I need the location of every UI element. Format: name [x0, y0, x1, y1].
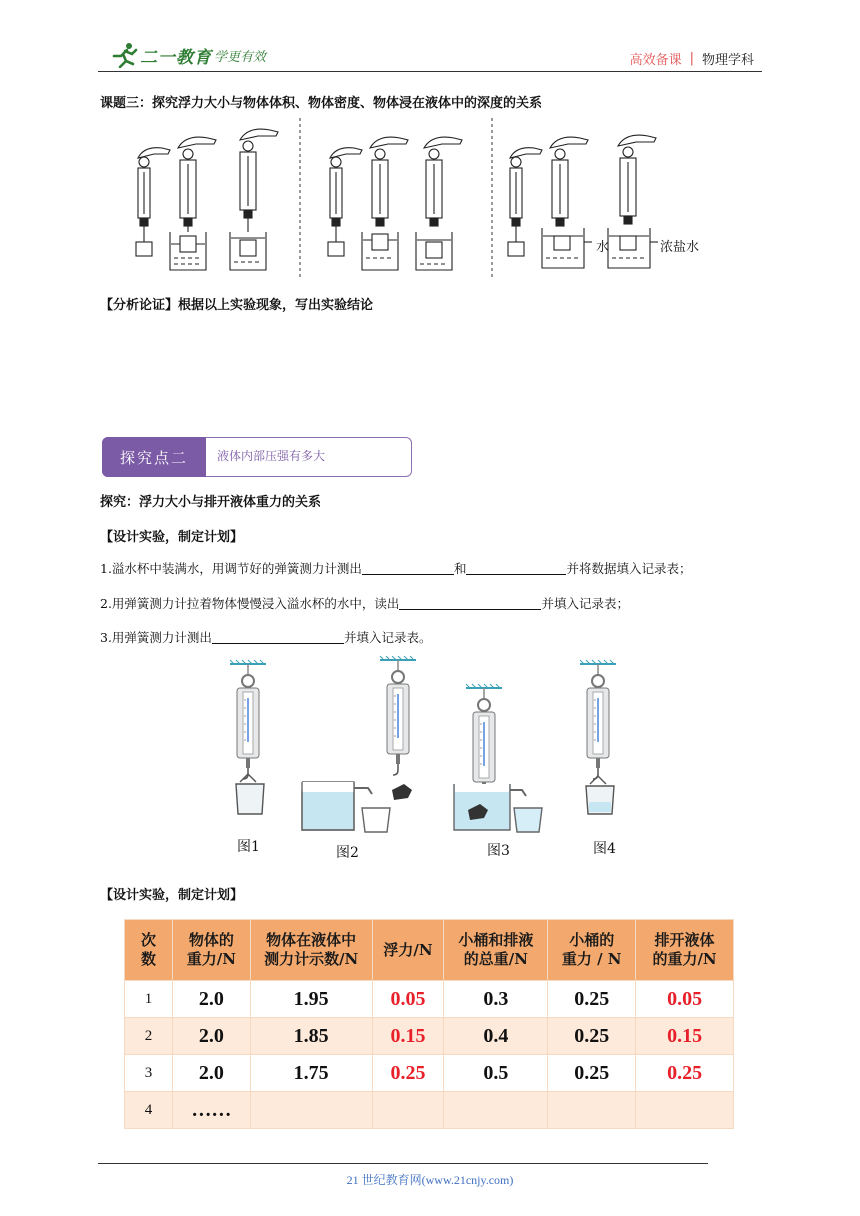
table-cell	[250, 1092, 372, 1129]
header-displaced-weight: 排开液体 的重力/N	[636, 920, 734, 981]
table-cell: 2.0	[172, 981, 250, 1018]
table-row	[125, 981, 734, 1018]
plan-title: 【设计实验，制定计划】	[100, 530, 244, 545]
table-cell: 1.85	[250, 1018, 372, 1055]
buoyancy-experiment-figure	[120, 118, 720, 278]
label-brine: 浓盐水	[660, 240, 700, 255]
step1-blank-b[interactable]	[466, 562, 566, 575]
table-cell: 1.75	[250, 1055, 372, 1092]
subject-label: 物理学科	[701, 53, 754, 68]
step-1	[100, 559, 691, 577]
runner-icon	[110, 42, 138, 68]
table-row	[125, 1055, 734, 1092]
row-index: 2	[125, 1018, 173, 1055]
plan-title-2: 【设计实验，制定计划】	[100, 888, 244, 903]
logo	[110, 42, 266, 68]
header-right	[630, 49, 754, 68]
topic3-title: 课题三：探究浮力大小与物体体积、物体密度、物体浸在液体中的深度的关系	[100, 96, 543, 111]
table-header-row	[125, 920, 734, 981]
table-cell: 0.15	[372, 1018, 444, 1055]
table-cell: 0.15	[636, 1018, 734, 1055]
step1-text-c: 并将数据填入记录表；	[566, 561, 692, 576]
figure-label-1: 图1	[237, 839, 260, 855]
header-count: 次 数	[125, 920, 173, 981]
table-cell	[444, 1092, 548, 1129]
header-buoyancy: 浮力/N	[372, 920, 444, 981]
step3-text-b: 并填入记录表。	[343, 630, 432, 645]
page-header	[98, 40, 762, 72]
analysis-title: 【分析论证】根据以上实验现象，写出实验结论	[100, 298, 374, 313]
header-separator: |	[689, 51, 694, 66]
header-bucket-weight: 小桶的 重力 / N	[548, 920, 636, 981]
inquiry-title: 探究：浮力大小与排开液体重力的关系	[100, 495, 322, 510]
figure-label-3: 图3	[487, 843, 510, 859]
step1-text-a: 1.溢水杯中装满水，用调节好的弹簧测力计测出	[100, 561, 362, 576]
table-cell: 0.25	[372, 1055, 444, 1092]
row-index: 1	[125, 981, 173, 1018]
table-cell	[548, 1092, 636, 1129]
section-subtitle: 液体内部压强有多大	[217, 449, 326, 463]
step-2	[100, 594, 629, 612]
footer-text: 21 世纪教育网(www.21cnjy.com)	[346, 1173, 514, 1187]
table-cell: 0.3	[444, 981, 548, 1018]
step-3	[100, 628, 431, 646]
step2-text-b: 并填入记录表；	[541, 596, 629, 611]
label-water: 水	[596, 240, 610, 255]
figure-label-4: 图4	[593, 841, 616, 857]
table-cell	[636, 1092, 734, 1129]
header-object-weight: 物体的 重力/N	[172, 920, 250, 981]
step2-text-a: 2.用弹簧测力计拉着物体慢慢浸入溢水杯的水中，读出	[100, 596, 400, 611]
table-cell: 0.25	[548, 1055, 636, 1092]
table-cell	[372, 1092, 444, 1129]
table-cell: 0.5	[444, 1055, 548, 1092]
section-badge: 探究点二	[102, 437, 206, 477]
table-cell: 0.25	[636, 1055, 734, 1092]
logo-text: 二一教育	[140, 47, 212, 68]
table-cell: 2.0	[172, 1055, 250, 1092]
table-cell: 2.0	[172, 1018, 250, 1055]
header-bucket-total: 小桶和排液 的总重/N	[444, 920, 548, 981]
table-cell: 0.25	[548, 1018, 636, 1055]
table-row	[125, 1092, 734, 1129]
table-row	[125, 1018, 734, 1055]
step1-text-b: 和	[453, 561, 467, 576]
table-cell: 1.95	[250, 981, 372, 1018]
table-cell: 0.25	[548, 981, 636, 1018]
step3-text-a: 3.用弹簧测力计测出	[100, 630, 212, 645]
overflow-cup-figure	[228, 656, 628, 861]
step2-blank[interactable]	[399, 597, 541, 610]
row-index: 3	[125, 1055, 173, 1092]
table-cell: 0.4	[444, 1018, 548, 1055]
figure-label-2: 图2	[336, 845, 359, 861]
table-cell: 0.05	[372, 981, 444, 1018]
data-table	[124, 919, 734, 1129]
row-index: 4	[125, 1092, 173, 1129]
step3-blank[interactable]	[212, 631, 344, 644]
footer-divider	[98, 1163, 708, 1164]
table-cell: 0.05	[636, 981, 734, 1018]
step1-blank-a[interactable]	[362, 562, 454, 575]
course-label: 高效备课	[629, 53, 682, 68]
logo-slogan: 学更有效	[214, 49, 267, 65]
table-cell: ……	[172, 1092, 250, 1129]
header-scale-reading: 物体在液体中 测力计示数/N	[250, 920, 372, 981]
